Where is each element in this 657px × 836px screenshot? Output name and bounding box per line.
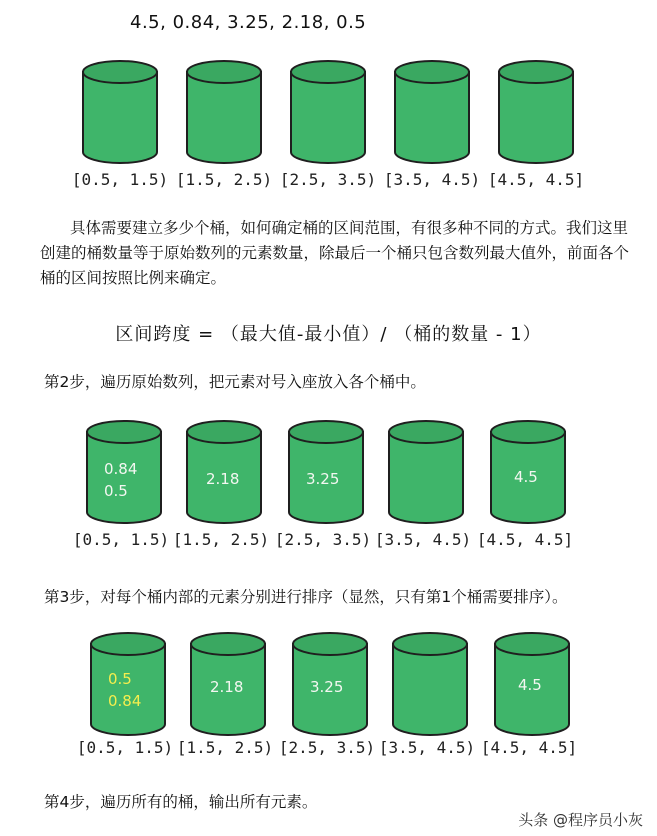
watermark-text: 头条 @程序员小灰 [518, 811, 643, 829]
interval-label: [1.5, 2.5) [172, 530, 270, 549]
paragraph-text: 具体需要建立多少个桶，如何确定桶的区间范围，有很多种不同的方式。我们这里创建的桶数量等于原始数列的元素数量，除最后一个桶只包含数列最大值外，前面各个桶的区间按照比例来确定。 [40, 219, 630, 287]
bucket-4 [392, 58, 472, 166]
bucket-2 [188, 630, 268, 738]
bucket-value: 2.18 [210, 678, 244, 696]
bucket-cylinder [496, 58, 576, 166]
interval-label: [2.5, 3.5) [279, 170, 377, 189]
formula: 区间跨度 = （最大值-最小值）/ （桶的数量 - 1） [115, 324, 542, 345]
bucket-cylinder [392, 58, 472, 166]
bucket-value: 4.5 [518, 676, 542, 694]
bucket-4 [390, 630, 470, 738]
bucket-cylinder [80, 58, 160, 166]
bucket-value: 0.5 [108, 670, 132, 688]
bucket-cylinder [386, 418, 466, 526]
interval-label: [1.5, 2.5) [176, 738, 274, 757]
bucket-1 [84, 418, 164, 526]
interval-label: [3.5, 4.5) [378, 738, 476, 757]
interval-label: [4.5, 4.5] [480, 738, 578, 757]
bucket-value: 0.84 [108, 692, 142, 710]
interval-label: [4.5, 4.5] [487, 170, 585, 189]
bucket-3 [288, 58, 368, 166]
bucket-value: 0.84 [104, 460, 138, 478]
bucket-value: 3.25 [306, 470, 340, 488]
bucket-3 [290, 630, 370, 738]
bucket-4 [386, 418, 466, 526]
interval-label: [4.5, 4.5] [476, 530, 574, 549]
interval-label: [1.5, 2.5) [175, 170, 273, 189]
bucket-value: 4.5 [514, 468, 538, 486]
interval-label: [0.5, 1.5) [72, 530, 170, 549]
bucket-cylinder [288, 58, 368, 166]
interval-label: [0.5, 1.5) [76, 738, 174, 757]
step-2-text: 第2步，遍历原始数列，把元素对号入座放入各个桶中。 [44, 373, 426, 391]
bucket-5 [488, 418, 568, 526]
bucket-cylinder [390, 630, 470, 738]
bucket-value: 2.18 [206, 470, 240, 488]
interval-label: [2.5, 3.5) [274, 530, 372, 549]
interval-label: [3.5, 4.5) [374, 530, 472, 549]
bucket-3 [286, 418, 366, 526]
interval-label: [0.5, 1.5) [71, 170, 169, 189]
bucket-5 [492, 630, 572, 738]
bucket-2 [184, 58, 264, 166]
bucket-5 [496, 58, 576, 166]
watermark [518, 809, 643, 830]
bucket-value: 3.25 [310, 678, 344, 696]
step-4-text: 第4步，遍历所有的桶，输出所有元素。 [44, 793, 318, 811]
bucket-cylinder [184, 58, 264, 166]
interval-label: [2.5, 3.5) [278, 738, 376, 757]
step-3-text: 第3步，对每个桶内部的元素分别进行排序（显然，只有第1个桶需要排序）。 [44, 588, 568, 606]
original-sequence: 4.5, 0.84, 3.25, 2.18, 0.5 [130, 12, 367, 33]
interval-label: [3.5, 4.5) [383, 170, 481, 189]
bucket-1 [88, 630, 168, 738]
bucket-1 [80, 58, 160, 166]
bucket-value: 0.5 [104, 482, 128, 500]
explanation-paragraph [40, 216, 640, 291]
bucket-2 [184, 418, 264, 526]
